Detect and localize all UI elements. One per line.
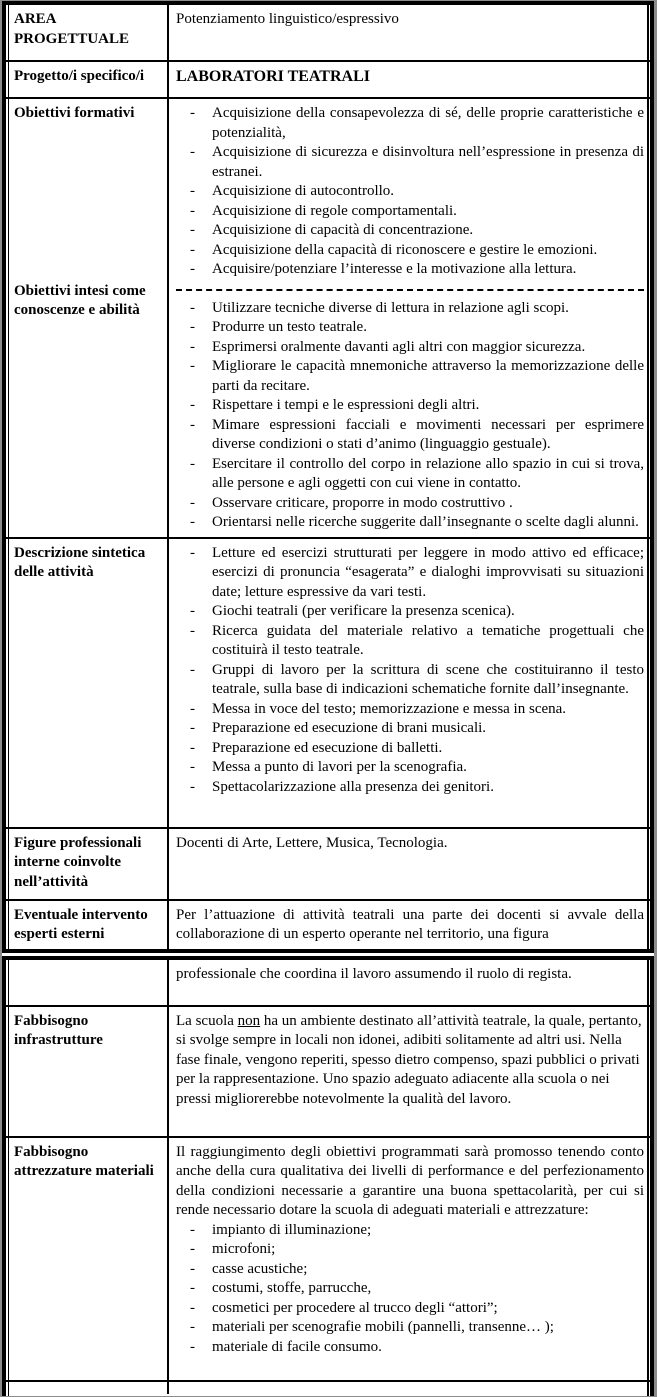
row-area-progettuale [6,5,650,62]
bullet-item: - Acquisizione di autocontrollo. [176,182,644,202]
bullet-item: - Acquisizione di capacità di concentrazione. [176,221,644,241]
bullet-item: - materiali per scenografie mobili (pannelli, transenne… ); [176,1318,644,1338]
bullet-item: - Osservare criticare, proporre in modo costruttivo . [176,494,644,514]
obiettivi-formativi-list [176,104,644,280]
attrezzature-list [176,1221,644,1358]
row-descrizione-attivita [6,539,650,829]
bullet-item: - Produrre un testo teatrale. [176,318,644,338]
bullet-item: - Giochi teatrali (per verificare la presenza scenica). [176,602,644,622]
bullet-item: - Preparazione ed esecuzione di balletti. [176,739,644,759]
fabbisogno-infrastrutture-label: Fabbisogno infrastrutture [6,1007,169,1136]
next-row-sliver [6,1382,650,1394]
bullet-item: - costumi, stoffe, parrucche, [176,1279,644,1299]
row-fabbisogno-infrastrutture [6,1007,650,1138]
bullet-item: - Messa a punto di lavori per la scenografia. [176,758,644,778]
next-row-sliver-label-cell [6,1382,169,1394]
bullet-item: - impianto di illuminazione; [176,1221,644,1241]
bullet-item: - casse acustiche; [176,1260,644,1280]
area-progettuale-label: AREA PROGETTUALE [6,5,169,60]
figure-professionali-value: Docenti di Arte, Lettere, Musica, Tecnologia. [176,834,448,851]
descrizione-attivita-content [169,539,650,827]
progetto-specifico-label: Progetto/i specifico/i [6,62,169,97]
row-obiettivi [6,99,650,539]
dashed-separator [176,289,644,291]
progetto-specifico-value: LABORATORI TEATRALI [176,68,370,85]
bullet-item: - Mimare espressioni facciali e movimenti necessari per esprimere diverse condizioni o stati d’animo (linguaggio gestuale). [176,416,644,455]
esperti-esterni-value: Per l’attuazione di attività teatrali una parte dei docenti si avvale della collaborazione di un esperto operante nel territorio, una figura [176,906,644,942]
bullet-item: - Acquisizione di sicurezza e disinvoltura nell’espressione in presenza di estranei. [176,143,644,182]
bullet-item: - Acquisizione della capacità di riconoscere e gestire le emozioni. [176,241,644,261]
obiettivi-content [169,99,650,537]
bullet-item: - Spettacolarizzazione alla presenza dei genitori. [176,778,644,798]
area-progettuale-value: Potenziamento linguistico/espressivo [176,11,399,27]
obiettivi-formativi-label: Obiettivi formativi [14,105,135,121]
infrastrutture-text-post: ha un ambiente destinato all’attività teatrale, la quale, pertanto, si svolge sempre in locali non idonei, adibiti solitamente ad altri usi. Nella fase finale, vengono reperiti, spesso dietro compenso, spazi pubblici o privati per la rappresentazione. Uno spazio adeguato adiacente alla scuola o nei pressi migliorerebbe notevolmente la qualità del lavoro. [176,1012,642,1107]
bullet-item: - Messa in voce del testo; memorizzazione e messa in scena. [176,700,644,720]
bullet-item: - microfoni; [176,1240,644,1260]
fabbisogno-attrezzature-content [169,1138,650,1380]
bullet-item: - Letture ed esercizi strutturati per leggere in modo attivo ed efficace; esercizi di pronuncia “esagerata” e dialoghi improvvisati su situazioni date; letture espressive da vari testi. [176,544,644,603]
obiettivi-conoscenze-list [176,299,644,533]
esperti-esterni-label: Eventuale intervento esperti esterni [6,901,169,949]
row-progetto-specifico [6,62,650,99]
project-table-page1 [2,1,654,953]
bullet-item: - Acquisire/potenziare l’interesse e la motivazione alla lettura. [176,260,644,280]
row-fabbisogno-attrezzature [6,1138,650,1382]
esperti-continuazione-label-empty [6,960,169,1005]
row-esperti-esterni [6,901,650,949]
descrizione-attivita-list [176,544,644,798]
bullet-item: - Acquisizione di regole comportamentali. [176,202,644,222]
descrizione-attivita-label: Descrizione sintetica delle attività [6,539,169,827]
bullet-item: - materiale di facile consumo. [176,1338,644,1358]
infrastrutture-text-underlined: non [237,1012,261,1029]
bullet-item: - Preparazione ed esecuzione di brani musicali. [176,719,644,739]
row-esperti-continuazione [6,960,650,1007]
bullet-item: - Gruppi di lavoro per la scrittura di scene che costituiranno il testo teatrale, sulla base di indicazioni schematiche fornite dall’insegnante. [176,661,644,700]
bullet-item: - Ricerca guidata del materiale relativo a tematiche progettuali che costituirà il testo teatrale. [176,622,644,661]
bullet-item: - Utilizzare tecniche diverse di lettura in relazione agli scopi. [176,299,644,319]
bullet-item: - Migliorare le capacità mnemoniche attraverso la memorizzazione delle parti da recitare. [176,357,644,396]
infrastrutture-text-pre: La scuola [176,1012,238,1029]
project-table-page2 [2,956,654,1397]
attrezzature-intro-paragraph: Il raggiungimento degli obiettivi programmati sarà promosso tenendo conto anche della cura qualitativa dei livelli di performance e del perfezionamento della condizioni necessarie a garantire una buona spettacolarità, per cui si rende necessario dotare la scuola di adeguati materiali e attrezzature: [176,1143,644,1218]
row-figure-professionali [6,829,650,901]
fabbisogno-attrezzature-label: Fabbisogno attrezzature materiali [6,1138,169,1380]
bullet-item: - Orientarsi nelle ricerche suggerite dall’insegnante o scelte dagli alunni. [176,513,644,533]
fabbisogno-infrastrutture-value [169,1007,650,1136]
figure-professionali-label: Figure professionali interne coinvolte nell’attività [6,829,169,899]
bullet-item: - Esprimersi oralmente davanti agli altri con maggior sicurezza. [176,338,644,358]
bullet-item: - Acquisizione della consapevolezza di sé, delle proprie caratteristiche e potenzialità, [176,104,644,143]
bullet-item: - Esercitare il controllo del corpo in relazione allo spazio in cui si trova, alle persone e agli oggetti con cui viene in contatto. [176,455,644,494]
esperti-continuazione-value: professionale che coordina il lavoro assumendo il ruolo di regista. [176,965,572,982]
bullet-item: - cosmetici per procedere al trucco degli “attori”; [176,1299,644,1319]
obiettivi-labels [6,99,169,537]
obiettivi-conoscenze-label: Obiettivi intesi come conoscenze e abilità [14,282,146,318]
bullet-item: - Rispettare i tempi e le espressioni degli altri. [176,396,644,416]
